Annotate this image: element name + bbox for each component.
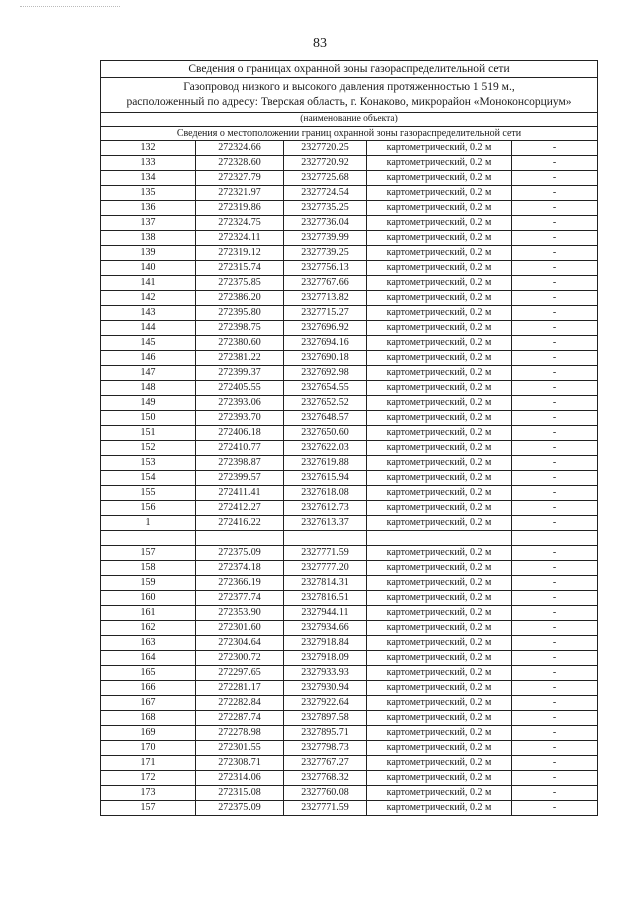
coordinate-x-cell: 272353.90	[196, 606, 284, 621]
method-accuracy-cell: картометрический, 0.2 м	[367, 486, 512, 501]
method-accuracy-cell: картометрический, 0.2 м	[367, 321, 512, 336]
table-row	[101, 576, 598, 591]
method-accuracy-cell: картометрический, 0.2 м	[367, 576, 512, 591]
point-number-cell: 149	[101, 396, 196, 411]
coordinate-y-cell: 2327618.08	[284, 486, 367, 501]
page-number: 83	[313, 36, 327, 51]
table-row	[101, 321, 598, 336]
method-accuracy-cell: картометрический, 0.2 м	[367, 786, 512, 801]
method-accuracy-cell: картометрический, 0.2 м	[367, 411, 512, 426]
coordinate-y-cell: 2327767.27	[284, 756, 367, 771]
method-accuracy-cell: картометрический, 0.2 м	[367, 456, 512, 471]
coordinate-y-cell: 2327918.84	[284, 636, 367, 651]
coordinate-y-cell: 2327720.25	[284, 141, 367, 156]
point-description-cell: -	[512, 141, 598, 156]
coordinate-x-cell: 272308.71	[196, 756, 284, 771]
coordinate-x-cell: 272375.85	[196, 276, 284, 291]
object-name-caption: (наименование объекта)	[100, 112, 598, 126]
coordinate-x-cell: 272377.74	[196, 591, 284, 606]
coordinate-y-cell: 2327622.03	[284, 441, 367, 456]
point-number-cell: 154	[101, 471, 196, 486]
point-description-cell: -	[512, 771, 598, 786]
method-accuracy-cell: картометрический, 0.2 м	[367, 441, 512, 456]
method-accuracy-cell: картометрический, 0.2 м	[367, 666, 512, 681]
table-row	[101, 711, 598, 726]
table-row	[101, 786, 598, 801]
table-row	[101, 561, 598, 576]
point-number-cell: 151	[101, 426, 196, 441]
point-description-cell: -	[512, 711, 598, 726]
coordinate-y-cell: 2327930.94	[284, 681, 367, 696]
table-row	[101, 666, 598, 681]
table-row	[101, 261, 598, 276]
table-row	[101, 291, 598, 306]
coordinate-x-cell: 272399.37	[196, 366, 284, 381]
coordinate-x-cell: 272315.08	[196, 786, 284, 801]
point-number-cell: 170	[101, 741, 196, 756]
table-row	[101, 381, 598, 396]
zone-boundary-document	[100, 60, 598, 816]
point-number-cell: 148	[101, 381, 196, 396]
point-description-cell: -	[512, 231, 598, 246]
coordinate-x-cell: 272399.57	[196, 471, 284, 486]
coordinate-x-cell: 272301.55	[196, 741, 284, 756]
object-name-block	[100, 77, 598, 112]
coordinate-y-cell: 2327615.94	[284, 471, 367, 486]
method-accuracy-cell: картометрический, 0.2 м	[367, 291, 512, 306]
method-accuracy-cell: картометрический, 0.2 м	[367, 141, 512, 156]
coordinate-y-cell: 2327612.73	[284, 501, 367, 516]
method-accuracy-cell: картометрический, 0.2 м	[367, 246, 512, 261]
point-number-cell: 150	[101, 411, 196, 426]
point-description-cell: -	[512, 171, 598, 186]
point-description-cell: -	[512, 186, 598, 201]
table-row	[101, 426, 598, 441]
table-row	[101, 771, 598, 786]
point-number-cell: 172	[101, 771, 196, 786]
coordinate-x-cell: 272319.86	[196, 201, 284, 216]
point-number-cell: 140	[101, 261, 196, 276]
point-number-cell: 138	[101, 231, 196, 246]
method-accuracy-cell: картометрический, 0.2 м	[367, 516, 512, 531]
coordinate-x-cell: 272314.06	[196, 771, 284, 786]
point-description-cell: -	[512, 441, 598, 456]
coordinate-y-cell: 2327771.59	[284, 801, 367, 816]
method-accuracy-cell: картометрический, 0.2 м	[367, 651, 512, 666]
point-description-cell: -	[512, 366, 598, 381]
point-number-cell: 157	[101, 801, 196, 816]
coordinate-y-cell: 2327922.64	[284, 696, 367, 711]
coordinate-y-cell: 2327694.16	[284, 336, 367, 351]
coordinate-y-cell: 2327648.57	[284, 411, 367, 426]
point-number-cell: 136	[101, 201, 196, 216]
point-number-cell: 164	[101, 651, 196, 666]
point-description-cell: -	[512, 756, 598, 771]
point-number-cell: 153	[101, 456, 196, 471]
point-description-cell: -	[512, 651, 598, 666]
document-title: Сведения о границах охранной зоны газораспределительной сети	[100, 60, 598, 77]
point-description-cell: -	[512, 501, 598, 516]
table-row	[101, 396, 598, 411]
table-row	[101, 756, 598, 771]
coordinate-y-cell: 2327933.93	[284, 666, 367, 681]
table-row	[101, 411, 598, 426]
table-row	[101, 516, 598, 531]
method-accuracy-cell: картометрический, 0.2 м	[367, 426, 512, 441]
coordinate-x-cell: 272327.79	[196, 171, 284, 186]
method-accuracy-cell: картометрический, 0.2 м	[367, 216, 512, 231]
method-accuracy-cell: картометрический, 0.2 м	[367, 231, 512, 246]
table-row	[101, 441, 598, 456]
method-accuracy-cell: картометрический, 0.2 м	[367, 591, 512, 606]
table-row	[101, 201, 598, 216]
method-accuracy-cell: картометрический, 0.2 м	[367, 201, 512, 216]
point-description-cell: -	[512, 576, 598, 591]
coordinate-x-cell: 272324.75	[196, 216, 284, 231]
point-number-cell: 137	[101, 216, 196, 231]
coordinate-x-cell: 272398.75	[196, 321, 284, 336]
coordinate-y-cell: 2327895.71	[284, 726, 367, 741]
method-accuracy-cell: картометрический, 0.2 м	[367, 156, 512, 171]
method-accuracy-cell	[367, 531, 512, 546]
method-accuracy-cell: картометрический, 0.2 м	[367, 546, 512, 561]
table-row	[101, 501, 598, 516]
point-description-cell: -	[512, 486, 598, 501]
table-row	[101, 171, 598, 186]
point-description-cell: -	[512, 336, 598, 351]
coordinate-y-cell: 2327736.04	[284, 216, 367, 231]
point-number-cell: 157	[101, 546, 196, 561]
coordinate-y-cell: 2327652.52	[284, 396, 367, 411]
point-number-cell: 158	[101, 561, 196, 576]
point-number-cell: 152	[101, 441, 196, 456]
point-number-cell: 143	[101, 306, 196, 321]
method-accuracy-cell: картометрический, 0.2 м	[367, 381, 512, 396]
coordinate-x-cell: 272366.19	[196, 576, 284, 591]
location-subtitle: Сведения о местоположении границ охранной зоны газораспределительной сети	[100, 126, 598, 140]
point-number-cell: 155	[101, 486, 196, 501]
coordinate-y-cell: 2327619.88	[284, 456, 367, 471]
coordinate-y-cell: 2327654.55	[284, 381, 367, 396]
coordinate-x-cell: 272411.41	[196, 486, 284, 501]
table-row	[101, 531, 598, 546]
coordinate-y-cell: 2327814.31	[284, 576, 367, 591]
table-row	[101, 246, 598, 261]
point-description-cell: -	[512, 471, 598, 486]
method-accuracy-cell: картометрический, 0.2 м	[367, 681, 512, 696]
coordinate-y-cell: 2327725.68	[284, 171, 367, 186]
table-row	[101, 306, 598, 321]
coordinate-x-cell: 272398.87	[196, 456, 284, 471]
coordinate-y-cell: 2327692.98	[284, 366, 367, 381]
coordinate-x-cell: 272393.06	[196, 396, 284, 411]
method-accuracy-cell: картометрический, 0.2 м	[367, 186, 512, 201]
point-description-cell: -	[512, 561, 598, 576]
method-accuracy-cell: картометрический, 0.2 м	[367, 696, 512, 711]
method-accuracy-cell: картометрический, 0.2 м	[367, 621, 512, 636]
method-accuracy-cell: картометрический, 0.2 м	[367, 636, 512, 651]
method-accuracy-cell: картометрический, 0.2 м	[367, 561, 512, 576]
coordinate-x-cell: 272301.60	[196, 621, 284, 636]
object-name-line-1: Газопровод низкого и высокого давления протяженностью 1 519 м.,	[183, 81, 515, 93]
point-description-cell: -	[512, 621, 598, 636]
coordinate-x-cell: 272386.20	[196, 291, 284, 306]
method-accuracy-cell: картометрический, 0.2 м	[367, 606, 512, 621]
method-accuracy-cell: картометрический, 0.2 м	[367, 771, 512, 786]
coordinate-x-cell: 272374.18	[196, 561, 284, 576]
method-accuracy-cell: картометрический, 0.2 м	[367, 711, 512, 726]
point-description-cell: -	[512, 201, 598, 216]
point-description-cell: -	[512, 246, 598, 261]
method-accuracy-cell: картометрический, 0.2 м	[367, 396, 512, 411]
table-row	[101, 696, 598, 711]
point-description-cell: -	[512, 426, 598, 441]
coordinate-x-cell: 272416.22	[196, 516, 284, 531]
table-row	[101, 546, 598, 561]
point-number-cell: 161	[101, 606, 196, 621]
point-description-cell: -	[512, 156, 598, 171]
point-number-cell: 171	[101, 756, 196, 771]
point-number-cell: 167	[101, 696, 196, 711]
table-row	[101, 276, 598, 291]
point-description-cell: -	[512, 276, 598, 291]
point-description-cell: -	[512, 681, 598, 696]
table-row	[101, 606, 598, 621]
point-description-cell: -	[512, 291, 598, 306]
point-description-cell: -	[512, 216, 598, 231]
object-name-line-2: расположенный по адресу: Тверская область, г. Конаково, микрорайон «Моноконсорциум»	[126, 96, 572, 108]
coordinate-x-cell: 272381.22	[196, 351, 284, 366]
point-description-cell: -	[512, 261, 598, 276]
point-number-cell: 141	[101, 276, 196, 291]
coordinate-y-cell: 2327768.32	[284, 771, 367, 786]
coordinate-y-cell: 2327713.82	[284, 291, 367, 306]
method-accuracy-cell: картометрический, 0.2 м	[367, 336, 512, 351]
method-accuracy-cell: картометрический, 0.2 м	[367, 471, 512, 486]
method-accuracy-cell: картометрический, 0.2 м	[367, 351, 512, 366]
method-accuracy-cell: картометрический, 0.2 м	[367, 261, 512, 276]
coordinate-x-cell: 272375.09	[196, 801, 284, 816]
table-row	[101, 231, 598, 246]
table-row	[101, 681, 598, 696]
point-description-cell: -	[512, 396, 598, 411]
coordinates-table	[100, 140, 598, 816]
coordinate-x-cell: 272319.12	[196, 246, 284, 261]
point-number-cell: 173	[101, 786, 196, 801]
point-number-cell: 145	[101, 336, 196, 351]
point-description-cell: -	[512, 456, 598, 471]
coordinate-y-cell: 2327739.99	[284, 231, 367, 246]
table-row	[101, 591, 598, 606]
method-accuracy-cell: картометрический, 0.2 м	[367, 501, 512, 516]
point-number-cell: 139	[101, 246, 196, 261]
point-number-cell: 165	[101, 666, 196, 681]
table-row	[101, 336, 598, 351]
coordinate-y-cell: 2327756.13	[284, 261, 367, 276]
point-number-cell: 169	[101, 726, 196, 741]
point-description-cell: -	[512, 306, 598, 321]
coordinate-y-cell: 2327739.25	[284, 246, 367, 261]
coordinate-x-cell: 272395.80	[196, 306, 284, 321]
scan-artifact-line	[20, 6, 120, 10]
point-description-cell: -	[512, 381, 598, 396]
coordinate-x-cell: 272328.60	[196, 156, 284, 171]
method-accuracy-cell: картометрический, 0.2 м	[367, 756, 512, 771]
table-row	[101, 366, 598, 381]
point-number-cell: 163	[101, 636, 196, 651]
point-description-cell: -	[512, 591, 598, 606]
point-description-cell: -	[512, 636, 598, 651]
point-description-cell: -	[512, 741, 598, 756]
point-number-cell: 133	[101, 156, 196, 171]
table-row	[101, 621, 598, 636]
coordinate-x-cell: 272405.55	[196, 381, 284, 396]
coordinate-y-cell	[284, 531, 367, 546]
point-number-cell: 159	[101, 576, 196, 591]
coordinate-x-cell: 272282.84	[196, 696, 284, 711]
coordinate-y-cell: 2327934.66	[284, 621, 367, 636]
coordinate-y-cell: 2327760.08	[284, 786, 367, 801]
table-row	[101, 636, 598, 651]
coordinate-x-cell: 272278.98	[196, 726, 284, 741]
coordinate-x-cell: 272281.17	[196, 681, 284, 696]
coordinate-x-cell: 272300.72	[196, 651, 284, 666]
table-row	[101, 216, 598, 231]
coordinate-x-cell: 272410.77	[196, 441, 284, 456]
coordinate-x-cell	[196, 531, 284, 546]
point-description-cell: -	[512, 516, 598, 531]
table-row	[101, 186, 598, 201]
method-accuracy-cell: картометрический, 0.2 м	[367, 726, 512, 741]
point-number-cell: 156	[101, 501, 196, 516]
table-row	[101, 456, 598, 471]
coordinate-y-cell: 2327735.25	[284, 201, 367, 216]
point-description-cell	[512, 531, 598, 546]
coordinate-x-cell: 272412.27	[196, 501, 284, 516]
point-description-cell: -	[512, 606, 598, 621]
point-description-cell: -	[512, 696, 598, 711]
coordinate-y-cell: 2327798.73	[284, 741, 367, 756]
coordinate-x-cell: 272380.60	[196, 336, 284, 351]
table-row	[101, 141, 598, 156]
coordinate-x-cell: 272393.70	[196, 411, 284, 426]
method-accuracy-cell: картометрический, 0.2 м	[367, 306, 512, 321]
coordinate-x-cell: 272324.66	[196, 141, 284, 156]
coordinate-y-cell: 2327715.27	[284, 306, 367, 321]
table-row	[101, 651, 598, 666]
point-number-cell: 135	[101, 186, 196, 201]
method-accuracy-cell: картометрический, 0.2 м	[367, 171, 512, 186]
method-accuracy-cell: картометрический, 0.2 м	[367, 801, 512, 816]
coordinate-y-cell: 2327771.59	[284, 546, 367, 561]
point-description-cell: -	[512, 666, 598, 681]
table-row	[101, 726, 598, 741]
point-number-cell: 1	[101, 516, 196, 531]
coordinate-y-cell: 2327944.11	[284, 606, 367, 621]
table-row	[101, 741, 598, 756]
table-row	[101, 351, 598, 366]
coordinates-table-body	[101, 141, 598, 816]
point-number-cell: 142	[101, 291, 196, 306]
point-number-cell: 134	[101, 171, 196, 186]
coordinate-y-cell: 2327777.20	[284, 561, 367, 576]
point-number-cell: 132	[101, 141, 196, 156]
point-number-cell	[101, 531, 196, 546]
point-description-cell: -	[512, 321, 598, 336]
coordinate-y-cell: 2327690.18	[284, 351, 367, 366]
coordinate-x-cell: 272287.74	[196, 711, 284, 726]
method-accuracy-cell: картометрический, 0.2 м	[367, 276, 512, 291]
table-row	[101, 471, 598, 486]
coordinate-y-cell: 2327816.51	[284, 591, 367, 606]
point-description-cell: -	[512, 546, 598, 561]
point-number-cell: 162	[101, 621, 196, 636]
coordinate-y-cell: 2327696.92	[284, 321, 367, 336]
coordinate-x-cell: 272304.64	[196, 636, 284, 651]
point-description-cell: -	[512, 786, 598, 801]
coordinate-y-cell: 2327720.92	[284, 156, 367, 171]
coordinate-x-cell: 272315.74	[196, 261, 284, 276]
point-number-cell: 160	[101, 591, 196, 606]
point-number-cell: 166	[101, 681, 196, 696]
coordinate-x-cell: 272375.09	[196, 546, 284, 561]
coordinate-y-cell: 2327613.37	[284, 516, 367, 531]
coordinate-y-cell: 2327897.58	[284, 711, 367, 726]
coordinate-x-cell: 272297.65	[196, 666, 284, 681]
coordinate-y-cell: 2327918.09	[284, 651, 367, 666]
point-description-cell: -	[512, 351, 598, 366]
coordinate-x-cell: 272321.97	[196, 186, 284, 201]
point-number-cell: 144	[101, 321, 196, 336]
point-number-cell: 146	[101, 351, 196, 366]
table-row	[101, 486, 598, 501]
method-accuracy-cell: картометрический, 0.2 м	[367, 366, 512, 381]
point-description-cell: -	[512, 726, 598, 741]
coordinate-y-cell: 2327767.66	[284, 276, 367, 291]
coordinate-x-cell: 272406.18	[196, 426, 284, 441]
method-accuracy-cell: картометрический, 0.2 м	[367, 741, 512, 756]
table-row	[101, 156, 598, 171]
coordinate-y-cell: 2327724.54	[284, 186, 367, 201]
coordinate-y-cell: 2327650.60	[284, 426, 367, 441]
point-number-cell: 168	[101, 711, 196, 726]
coordinate-x-cell: 272324.11	[196, 231, 284, 246]
point-description-cell: -	[512, 411, 598, 426]
point-description-cell: -	[512, 801, 598, 816]
point-number-cell: 147	[101, 366, 196, 381]
table-row	[101, 801, 598, 816]
